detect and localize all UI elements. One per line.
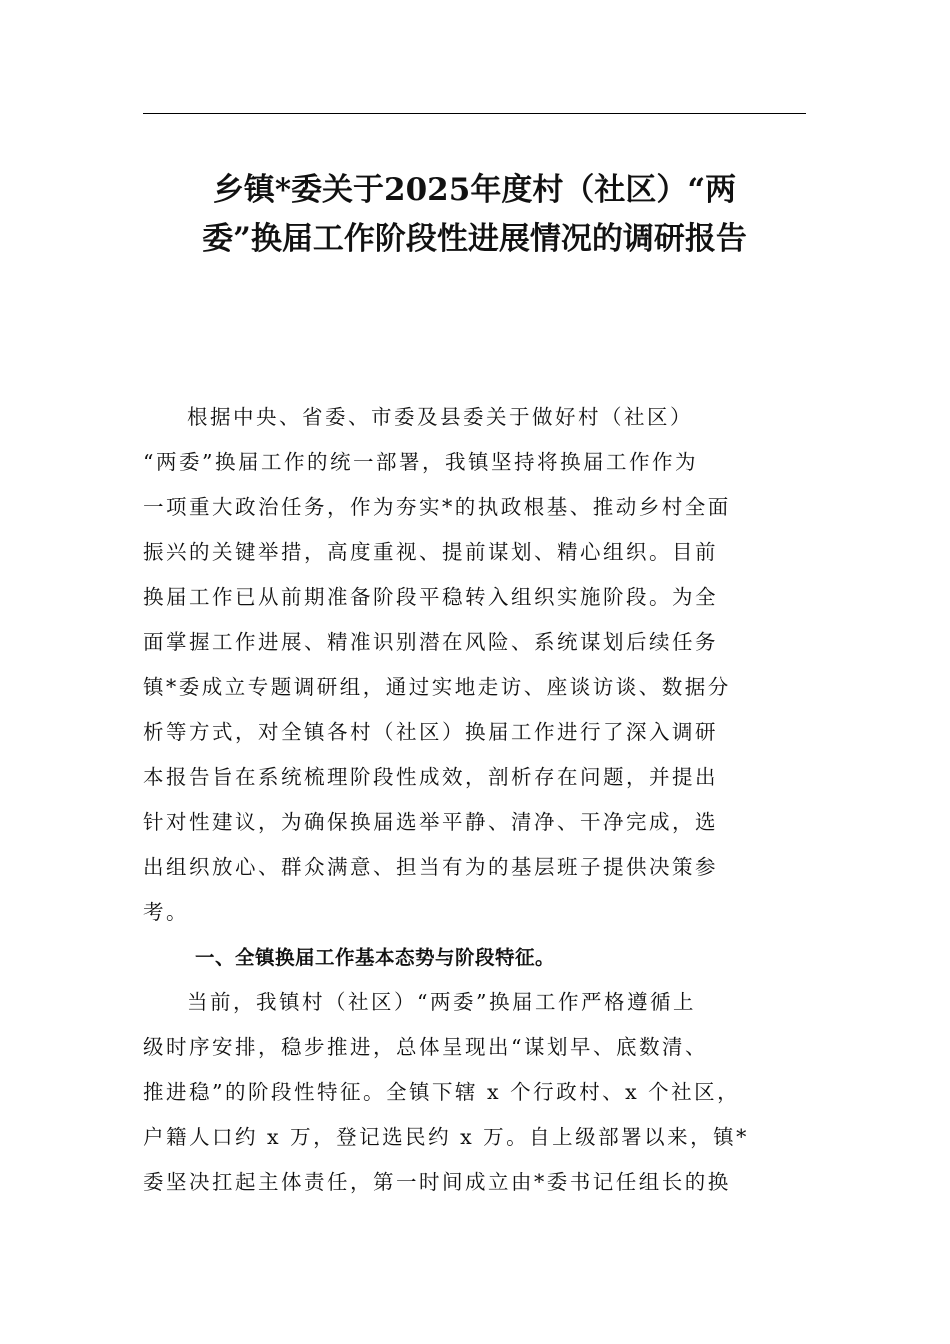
section1-paragraph [143,980,806,1205]
section-heading: 一、全镇换届工作基本态势与阶段特征。 [195,946,556,969]
paragraph-line: 出组织放心、群众满意、担当有为的基层班子提供决策参 [143,855,718,879]
paragraph-line: 析等方式，对全镇各村（社区）换届工作进行了深入调研 [143,720,718,744]
title-line: 委”换届工作阶段性进展情况的调研报告 [202,221,747,257]
paragraph-line: 委坚决扛起主体责任，第一时间成立由*委书记任组长的换 [143,1170,731,1194]
header-rule [143,113,806,114]
paragraph-line: 面掌握工作进展、精准识别潜在风险、系统谋划后续任务 [143,630,718,654]
title-line: 乡镇*委关于2025年度村（社区）“两 [212,172,737,208]
paragraph-line: 一项重大政治任务，作为夯实*的执政根基、推动乡村全面 [143,495,731,519]
document-title [143,166,806,264]
paragraph-line: 根据中央、省委、市委及县委关于做好村（社区） [187,405,693,429]
paragraph-line: 镇*委成立专题调研组，通过实地走访、座谈访谈、数据分 [143,675,731,699]
paragraph-line: 换届工作已从前期准备阶段平稳转入组织实施阶段。为全 [143,585,718,609]
document-body [143,395,806,1205]
paragraph-line: “两委”换届工作的统一部署，我镇坚持将换届工作作为 [143,450,698,474]
paragraph-line: 振兴的关键举措，高度重视、提前谋划、精心组织。目前 [143,540,718,564]
paragraph-line: 本报告旨在系统梳理阶段性成效，剖析存在问题，并提出 [143,765,718,789]
paragraph-line: 级时序安排，稳步推进，总体呈现出“谋划早、底数清、 [143,1035,708,1059]
paragraph-line: 户籍人口约 x 万，登记选民约 x 万。自上级部署以来，镇* [143,1125,749,1149]
paragraph-line: 考。 [143,900,189,924]
paragraph-line: 当前，我镇村（社区）“两委”换届工作严格遵循上 [187,990,696,1014]
paragraph-line: 推进稳”的阶段性特征。全镇下辖 x 个行政村、x 个社区， [143,1080,741,1104]
paragraph-line: 针对性建议，为确保换届选举平静、清净、干净完成，选 [143,810,718,834]
intro-paragraph [143,395,806,935]
